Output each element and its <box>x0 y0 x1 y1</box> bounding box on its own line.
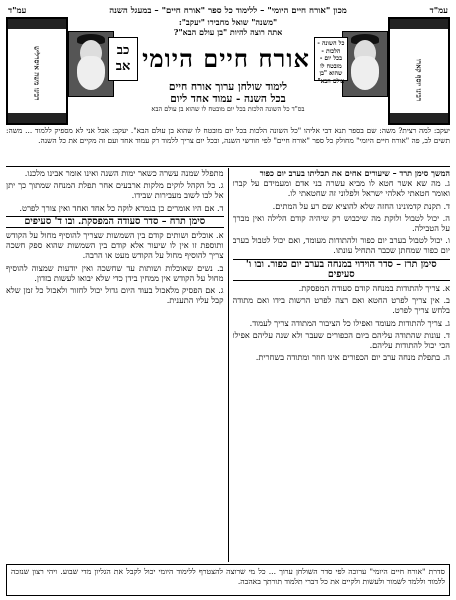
paragraph: מתפלל שמנה עשרה כשאר ימות השנה ואינו אומר אבינו מלכנו. <box>24 168 224 178</box>
paragraph: ב. נשים שאוכלות ושותות עד שחשכה ואין יודעות שמצוה להוסיף מחול על הקודש אין ממחין בידן כדי שלא יבואו לעשות בזדון. <box>6 262 224 283</box>
quote-line-2: אתה רוצה להיות "בן עולם הבא"? <box>173 27 283 37</box>
paragraph: ג. אם הפסיק מלאכול בעוד היום גדול יכול לחזור ולאכול כל זמן שלא קבל עליו התענית. <box>6 285 224 306</box>
section-heading: סימן תרז – סדר הוידוי במנחה בערב יום כפור. ובו ו' סעיפים <box>233 259 451 281</box>
top-bar-center: מכון "אורח חיים היומי" – ללימוד כל ספר "אורח חיים" – במעגל השנה <box>109 5 347 16</box>
column-right-label: המשך סימן תרד – שיעורים אחים את תכליתו בערב יום כפור <box>259 168 450 178</box>
paragraph: ד. עונות שהתודה עליהם ביום הכפורים שעבר ולא שנה עליהם אפילו הכי יכול להתודות עליהם. <box>232 329 450 351</box>
intro-paragraph: יעקב: למה רצית? משה: שם בספר תנא דבי אליהו "כל השונה הלכות בכל יום מובטח לו שהוא בן עולם הבא". יעקב: אבל אני לא מספיק ללמוד ... משה: תשים לב, פה "אורח חיים היומי" מחולק כל ספר "אורח חיים" לפי חודשי השנה, ובכל יום צריך ללמוד רק עמוד אחד ועם זה מקיים את כל השנה. <box>6 126 450 167</box>
header-note: בס"ד כל השונה הלכות בכל יום מובטח לו שהוא בן עולם הבא <box>151 105 305 113</box>
scroll-rod <box>8 113 66 123</box>
date-day: כב <box>116 43 130 58</box>
left-scroll-text: רבינו משה איסרליש <box>32 46 42 101</box>
paragraph: ג. כל הקהל לוקים מלקות ארבעים אחר תפלת המנחה שמתוך כך יתן אל לבו לשוב מעבירות שבידו. <box>6 180 224 201</box>
date-month: אב <box>115 59 131 74</box>
header <box>6 17 450 125</box>
paragraph: א. צריך להתודות במנחה קודם סעודה המפסקת. <box>298 283 450 294</box>
paragraph: ו. יכול לטבול בערב יום כפור ולהתודות מעומד, ואם יכול לטבול בערב יום כפור שמחתן שכבר התחיל עונתו. <box>232 235 450 256</box>
top-bar <box>8 3 448 17</box>
scroll-rod <box>8 19 66 29</box>
promise-box: כל השונה - הלכות - בכל יום - מובטח לו שהוא "בן עולם הבא" <box>314 37 348 81</box>
footer: סדרת "אורח חיים היומי" ערוכה לפי סדר השולחן ערוך ... כל מי שרוצה להצטרף ללימוד היומי יכול לקבל את הגליון מדי שבוע. ויהי רצון שנזכה ללמוד וללמד לשמור ולעשות ולקיים את כל דברי תלמוד תורתך באהבה. <box>6 564 450 596</box>
date-box <box>108 37 138 81</box>
section-heading: סימן תרח – סדר סעודה המפסקת. ובו ד' סעיפים <box>6 216 224 228</box>
column-right <box>233 168 451 562</box>
column-left <box>6 168 224 562</box>
quote-line-1: "משנה" שואל מחבירו "יעקב": <box>178 17 278 27</box>
right-scroll <box>388 17 450 125</box>
paragraph: ד. אם היו אומרים כן בגמרא לוקה כל אחד ואחד ואין צורך לפרט. <box>19 202 224 213</box>
paragraph: ה. יכול לטבול ולוקת מה שיכבוש רק שיהיה קודם הלילה ואין מברך על הטבילה. <box>232 212 450 234</box>
top-bar-left: עמ"ד <box>8 5 27 16</box>
title-block <box>98 17 358 125</box>
scroll-rod <box>390 113 448 123</box>
paragraph: ד. תקנת קדמונינו החזה שלא להוציא שם רע על המתים. <box>272 200 450 211</box>
paragraph: ה. בתפלת מנחה ערב יום הכפורים אינו חוזר ומתודה בשחרית. <box>255 352 450 363</box>
right-scroll-text: רבינו יוסף קארו <box>414 58 424 101</box>
paragraph: ג. מה שא אשר חטא לו מביא עשרה בני אדם ומעמידם על קברו ואומר חטאתי לאלהי ישראל ולפלוני זה שחטאתי לו. <box>232 178 450 199</box>
subtitle-2: בכל השנה - עמוד אחד ליום <box>170 93 286 105</box>
paragraph: ב. אין צריך לפרט החטא ואם רצה לפרט הרשות בידו ואם מתודה בלחש צריך לפרט. <box>232 295 450 316</box>
paragraph: א. אוכלים ושותים קודם בין השמשות שצריך להוסיף מחול על הקודש ותוספת זו אין לו שיעור אלא קודם בין השמשות שהוא ספק חשכה צריך להוסיף מחול על הקודש מעט או הרבה. <box>6 230 224 261</box>
subtitle-1: לימוד שולחן ערוך אורח חיים <box>168 81 288 93</box>
column-divider <box>228 168 229 562</box>
columns <box>6 168 450 562</box>
scroll-rod <box>390 19 448 29</box>
top-bar-right: עמ"ד <box>429 5 448 16</box>
left-scroll <box>6 17 68 125</box>
main-title: אורח חיים היומי <box>142 44 310 73</box>
paragraph: ג. צריך להתודות מעומד ואפילו כל הציבור המתודה צריך לעמוד. <box>249 317 450 328</box>
